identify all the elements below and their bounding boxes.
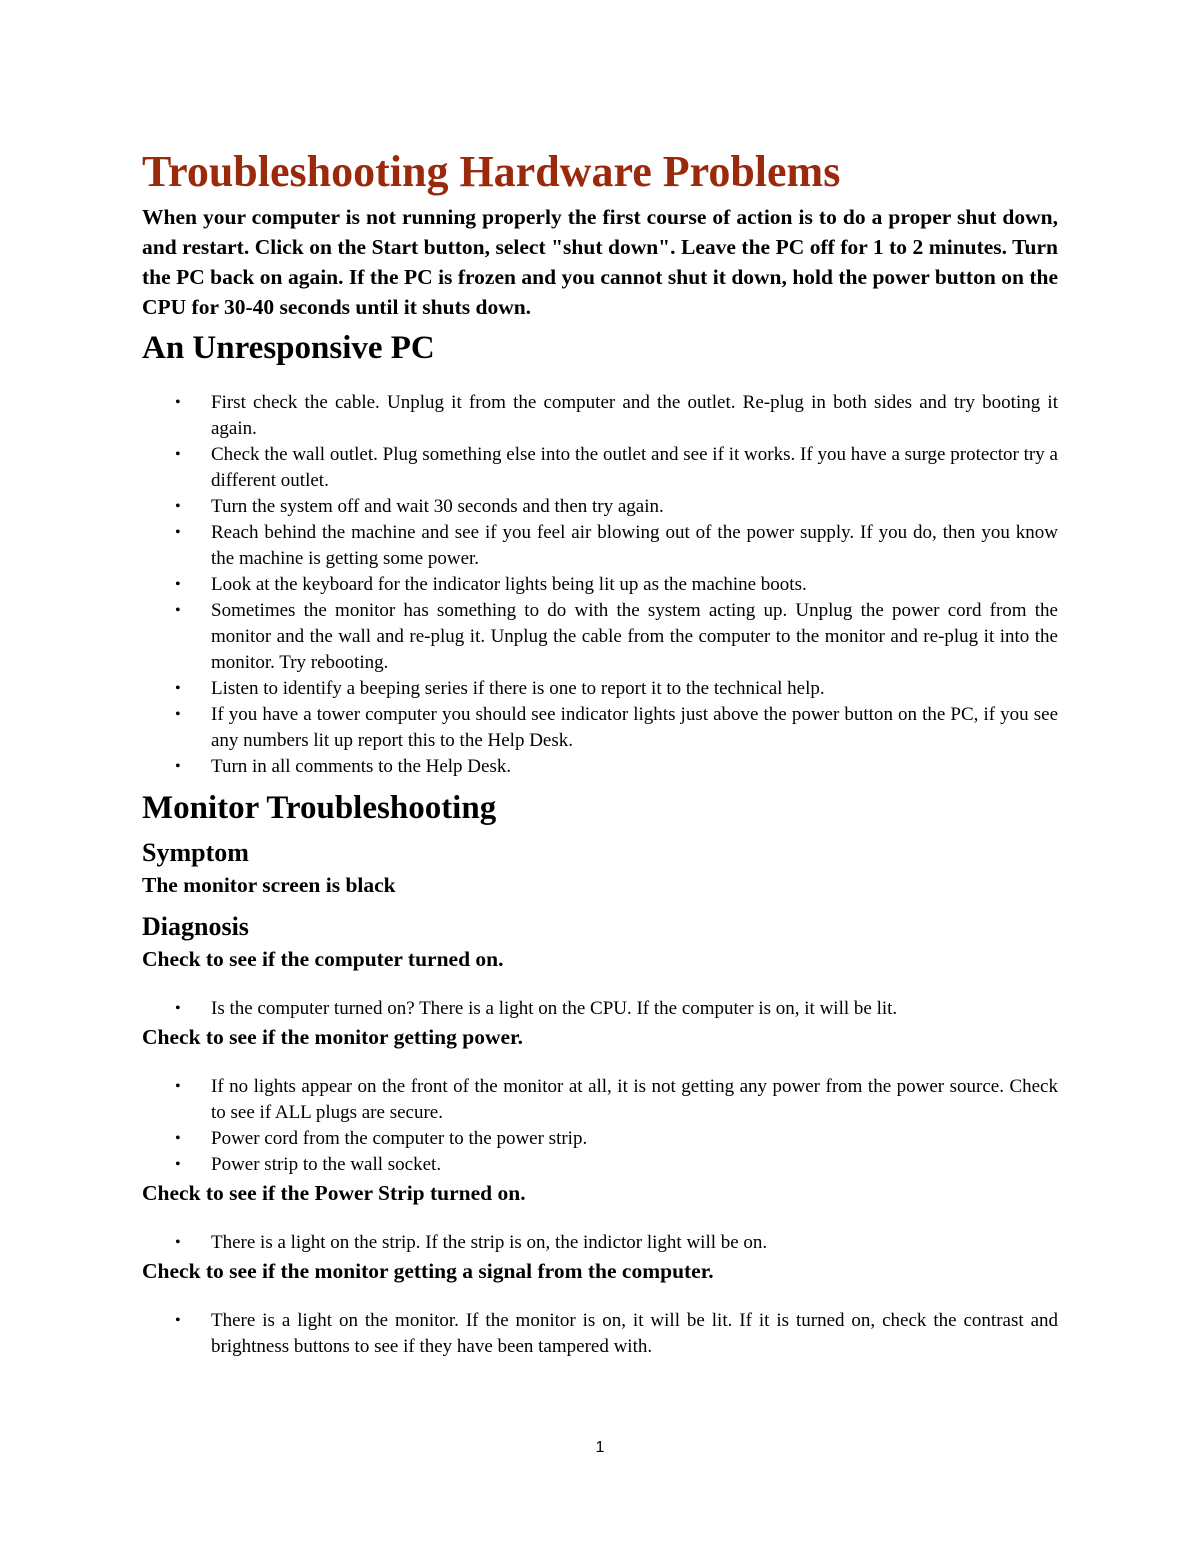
check-heading-monitor-power: Check to see if the monitor getting power. <box>142 1025 523 1049</box>
page-number: 1 <box>595 1439 605 1456</box>
list-item-text: If no lights appear on the front of the monitor at all, it is not getting any power from the power source. Check to see if ALL plugs are secure. <box>211 1076 1058 1123</box>
bullet-icon: • <box>175 758 181 775</box>
check-list-computer-on <box>142 996 1058 1022</box>
list-item-text: Power strip to the wall socket. <box>211 1154 442 1175</box>
document-page <box>142 142 1058 1360</box>
check-list-monitor-power <box>142 1074 1058 1178</box>
list-item <box>142 1230 1058 1256</box>
check-heading-power-strip: Check to see if the Power Strip turned on. <box>142 1181 526 1205</box>
check-list-power-strip <box>142 1230 1058 1256</box>
section-heading-unresponsive-pc: An Unresponsive PC <box>142 330 435 366</box>
bullet-icon: • <box>175 394 181 411</box>
list-item <box>142 494 1058 520</box>
bullet-icon: • <box>175 1000 181 1017</box>
bullet-icon: • <box>175 1234 181 1251</box>
bullet-icon: • <box>175 1156 181 1173</box>
bullet-icon: • <box>175 576 181 593</box>
bullet-icon: • <box>175 446 181 463</box>
list-item <box>142 754 1058 780</box>
diagnosis-heading: Diagnosis <box>142 912 249 941</box>
bullet-icon: • <box>175 1130 181 1147</box>
list-item-text: There is a light on the monitor. If the monitor is on, it will be lit. If it is turned on, check the contrast and brightness buttons to see if they have been tampered with. <box>211 1310 1058 1357</box>
bullet-icon: • <box>175 498 181 515</box>
list-item <box>142 572 1058 598</box>
list-item <box>142 1308 1058 1360</box>
symptom-text: The monitor screen is black <box>142 873 396 897</box>
list-item <box>142 1126 1058 1152</box>
list-item-text: Power cord from the computer to the power strip. <box>211 1128 588 1149</box>
page-title: Troubleshooting Hardware Problems <box>142 147 841 196</box>
bullet-icon: • <box>175 1078 181 1095</box>
bullet-icon: • <box>175 1312 181 1329</box>
section-heading-monitor-troubleshooting: Monitor Troubleshooting <box>142 790 497 826</box>
bullet-icon: • <box>175 680 181 697</box>
list-item <box>142 996 1058 1022</box>
unresponsive-pc-list <box>142 390 1058 780</box>
list-item <box>142 676 1058 702</box>
intro-paragraph: When your computer is not running properly the first course of action is to do a proper shut down, and restart. Click on the Start button, select "shut down". Leave the PC off for 1 to 2 minutes. Turn the PC back on again. If the PC is frozen and you cannot shut it down, hold the power button on the CPU for 30-40 seconds until it shuts down. <box>142 205 1058 319</box>
list-item-text: Listen to identify a beeping series if there is one to report it to the technical help. <box>211 678 825 699</box>
list-item <box>142 598 1058 676</box>
bullet-icon: • <box>175 706 181 723</box>
list-item-text: If you have a tower computer you should see indicator lights just above the power button on the PC, if you see any numbers lit up report this to the Help Desk. <box>211 704 1058 751</box>
check-heading-monitor-signal: Check to see if the monitor getting a signal from the computer. <box>142 1259 714 1283</box>
list-item-text: Is the computer turned on? There is a light on the CPU. If the computer is on, it will be lit. <box>211 998 898 1019</box>
bullet-icon: • <box>175 524 181 541</box>
list-item-text: Reach behind the machine and see if you feel air blowing out of the power supply. If you do, then you know the machine is getting some power. <box>211 522 1058 569</box>
list-item-text: Sometimes the monitor has something to do with the system acting up. Unplug the power cord from the monitor and the wall and re-plug it. Unplug the cable from the computer to the monitor and re-plug it into the monitor. Try rebooting. <box>211 600 1058 673</box>
list-item <box>142 520 1058 572</box>
check-heading-computer-on: Check to see if the computer turned on. <box>142 947 504 971</box>
symptom-heading: Symptom <box>142 838 249 867</box>
list-item <box>142 1152 1058 1178</box>
list-item-text: Turn in all comments to the Help Desk. <box>211 756 512 777</box>
list-item-text: Check the wall outlet. Plug something else into the outlet and see if it works. If you have a surge protector try a different outlet. <box>211 444 1058 491</box>
check-list-monitor-signal <box>142 1308 1058 1360</box>
list-item <box>142 442 1058 494</box>
bullet-icon: • <box>175 602 181 619</box>
list-item <box>142 1074 1058 1126</box>
list-item <box>142 390 1058 442</box>
list-item-text: There is a light on the strip. If the strip is on, the indictor light will be on. <box>211 1232 768 1253</box>
list-item-text: Turn the system off and wait 30 seconds and then try again. <box>211 496 664 517</box>
list-item <box>142 702 1058 754</box>
list-item-text: First check the cable. Unplug it from the computer and the outlet. Re-plug in both sides and try booting it again. <box>211 392 1058 439</box>
list-item-text: Look at the keyboard for the indicator lights being lit up as the machine boots. <box>211 574 807 595</box>
